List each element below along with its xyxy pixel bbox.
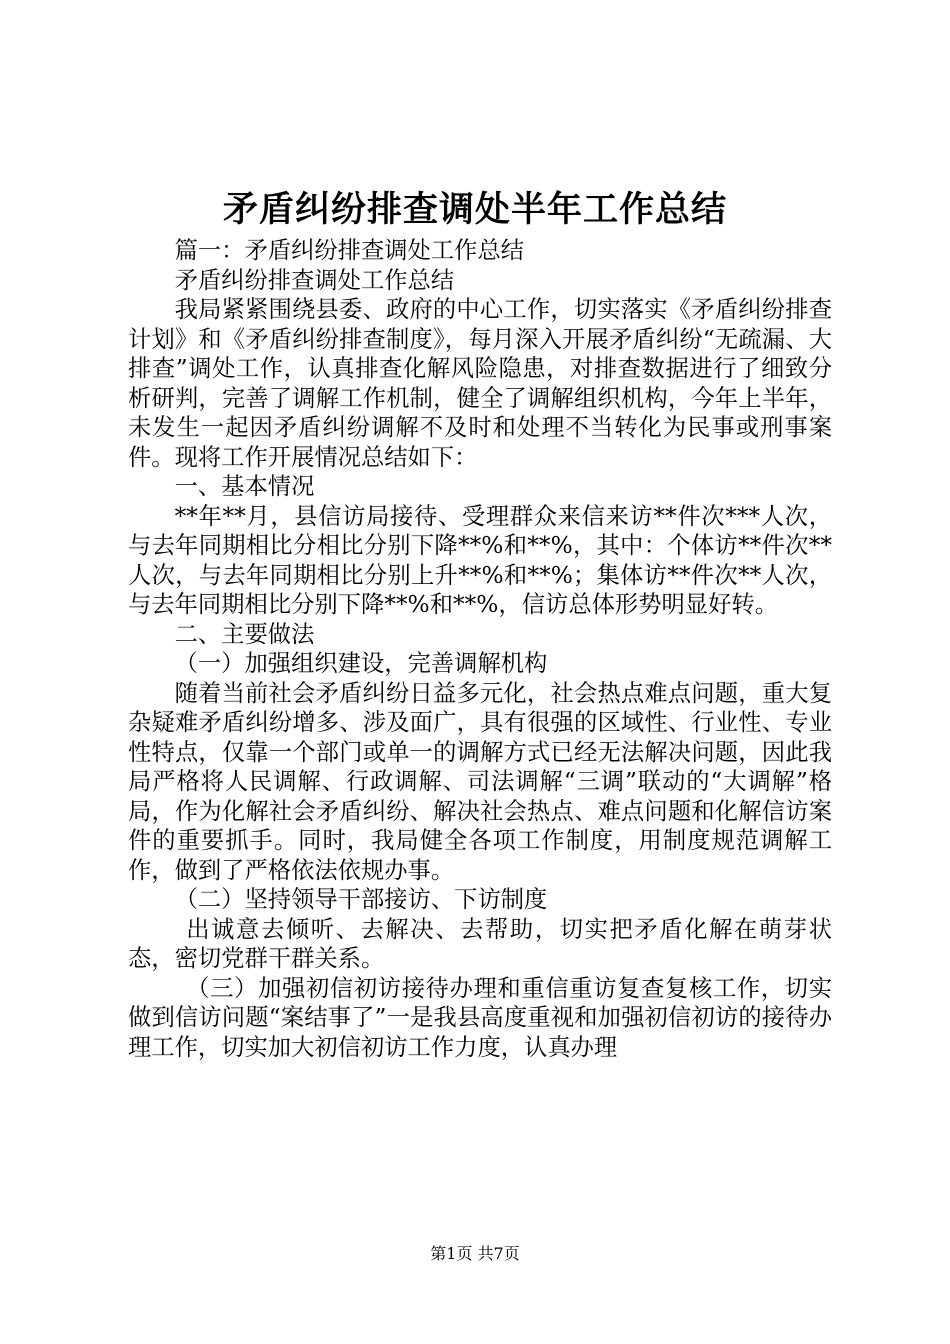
paragraph: （三）加强初信初访接待办理和重信重访复查复核工作，切实做到信访问题“案结事了”一是我县高度重视和加强初信初访的接待办理工作，切实加大初信初访工作力度，认真办理	[128, 974, 832, 1061]
paragraph: 我局紧紧围绕县委、政府的中心工作，切实落实《矛盾纠纷排查计划》和《矛盾纠纷排查制度》，每月深入开展矛盾纠纷“无疏漏、大排查”调处工作，认真排查化解风险隐患，对排查数据进行了细致分析研判，完善了调解工作机制，健全了调解组织机构，今年上半年，未发生一起因矛盾纠纷调解不及时和处理不当转化为民事或刑事案件。现将工作开展情况总结如下：	[128, 296, 832, 471]
sub-heading: 矛盾纠纷排查调处工作总结	[174, 266, 455, 294]
paragraph: 出诚意去倾听、去解决、去帮助，切实把矛盾化解在萌芽状态，密切党群干群关系。	[128, 915, 832, 972]
page-footer: 第1页 共7页	[430, 1244, 520, 1263]
sub-heading: （一）加强组织建设，完善调解机构	[174, 650, 548, 677]
section-heading: 篇一：矛盾纠纷排查调处工作总结	[174, 237, 525, 264]
paragraph: 随着当前社会矛盾纠纷日益多元化，社会热点难点问题，重大复杂疑难矛盾纠纷增多、涉及面广，具有很强的区域性、行业性、专业性特点，仅靠一个部门或单一的调解方式已经无法解决问题，因此我局严格将人民调解、行政调解、司法调解“三调”联动的“大调解”格局，作为化解社会矛盾纠纷、解决社会热点、难点问题和化解信访案件的重要抓手。同时，我局健全各项工作制度，用制度规范调解工作，做到了严格依法依规办事。	[128, 679, 832, 884]
document-title: 矛盾纠纷排查调处半年工作总结	[222, 189, 727, 230]
document-body	[128, 236, 832, 1062]
section-heading: 二、主要做法	[174, 620, 315, 648]
sub-heading: （二）坚持领导干部接访、下访制度	[174, 886, 548, 913]
paragraph: **年**月，县信访局接待、受理群众来信来访**件次***人次，与去年同期相比分相比分别下降**%和**%，其中：个体访**件次**人次，与去年同期相比分别上升**%和**%；集体访**件次**人次，与去年同期相比分别下降**%和**%，信访总体形势明显好转。	[128, 502, 832, 618]
section-heading: 一、基本情况	[174, 473, 315, 500]
